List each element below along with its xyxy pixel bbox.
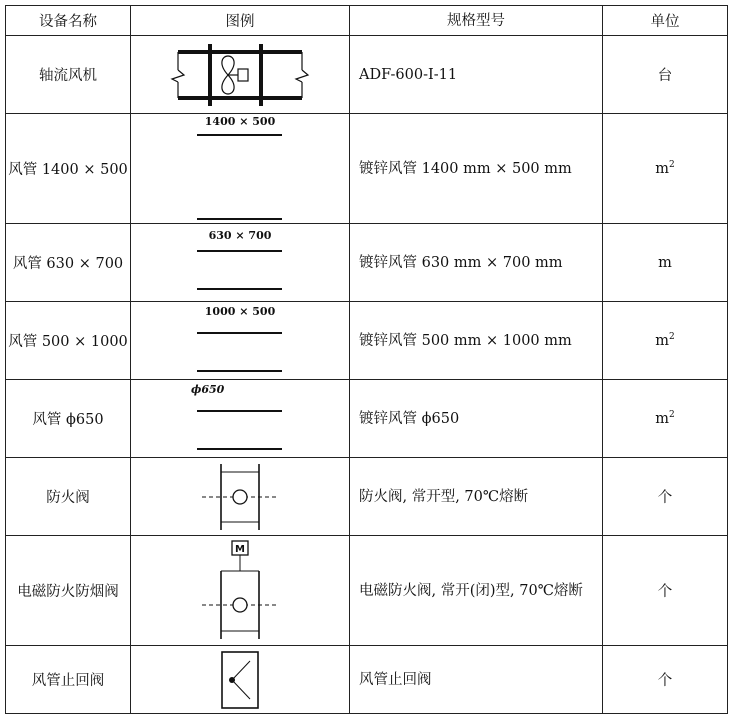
row-unit: 个 [603,646,728,714]
equipment-table [5,5,728,714]
table-row [6,646,728,714]
duct-icon [135,225,345,301]
row-unit: m [655,332,669,349]
duct-icon [135,381,345,457]
row-name: 轴流风机 [6,36,131,114]
row-unit: 个 [603,458,728,536]
duct-icon [135,303,345,379]
header-legend: 图例 [131,6,350,36]
row-name: 电磁防火防烟阀 [6,536,131,646]
electric-fire-smoke-damper-icon [200,539,280,643]
duct-label: 1000 × 500 [204,304,276,318]
row-spec: 电磁防火阀, 常开(闭)型, 70℃熔断 [350,536,603,646]
row-unit: m [603,224,728,302]
table-row [6,458,728,536]
row-name: 风管 1400 × 500 [6,114,131,224]
row-name: 风管 ϕ650 [6,380,131,458]
duct-label: ϕ650 [191,382,225,396]
axial-fan-icon [170,42,310,108]
header-name: 设备名称 [6,6,131,36]
row-name: 风管 630 × 700 [6,224,131,302]
row-spec: 镀锌风管 500 mm × 1000 mm [359,332,572,349]
row-spec: 风管止回阀 [350,646,603,714]
table-row [6,302,728,380]
row-spec: 防火阀, 常开型, 70℃熔断 [350,458,603,536]
table-row [6,536,728,646]
duct-label: 1400 × 500 [204,114,276,128]
row-spec: 镀锌风管 1400 mm × 500 mm [359,160,572,177]
row-unit: 个 [603,536,728,646]
row-name: 风管止回阀 [6,646,131,714]
header-unit: 单位 [603,6,728,36]
row-unit: 台 [603,36,728,114]
unit-superscript: 2 [669,332,675,343]
row-name: 风管 500 × 1000 [6,302,131,380]
motor-label: M [235,543,245,555]
row-name: 防火阀 [6,458,131,536]
row-spec: 镀锌风管 630 mm × 700 mm [350,224,603,302]
header-row [6,6,728,36]
table-row [6,380,728,458]
unit-superscript: 2 [669,160,675,171]
fire-damper-icon [200,462,280,532]
table-row [6,114,728,224]
row-unit: m [655,410,669,427]
table-row [6,224,728,302]
unit-superscript: 2 [669,410,675,421]
header-spec: 规格型号 [350,6,603,36]
table-row [6,36,728,114]
duct-icon [135,115,345,223]
check-valve-icon [200,649,280,711]
duct-label: 630 × 700 [208,228,272,242]
row-spec: 镀锌风管 ϕ650 [359,410,460,427]
row-unit: m [655,160,669,177]
row-spec: ADF-600-I-11 [350,36,603,114]
